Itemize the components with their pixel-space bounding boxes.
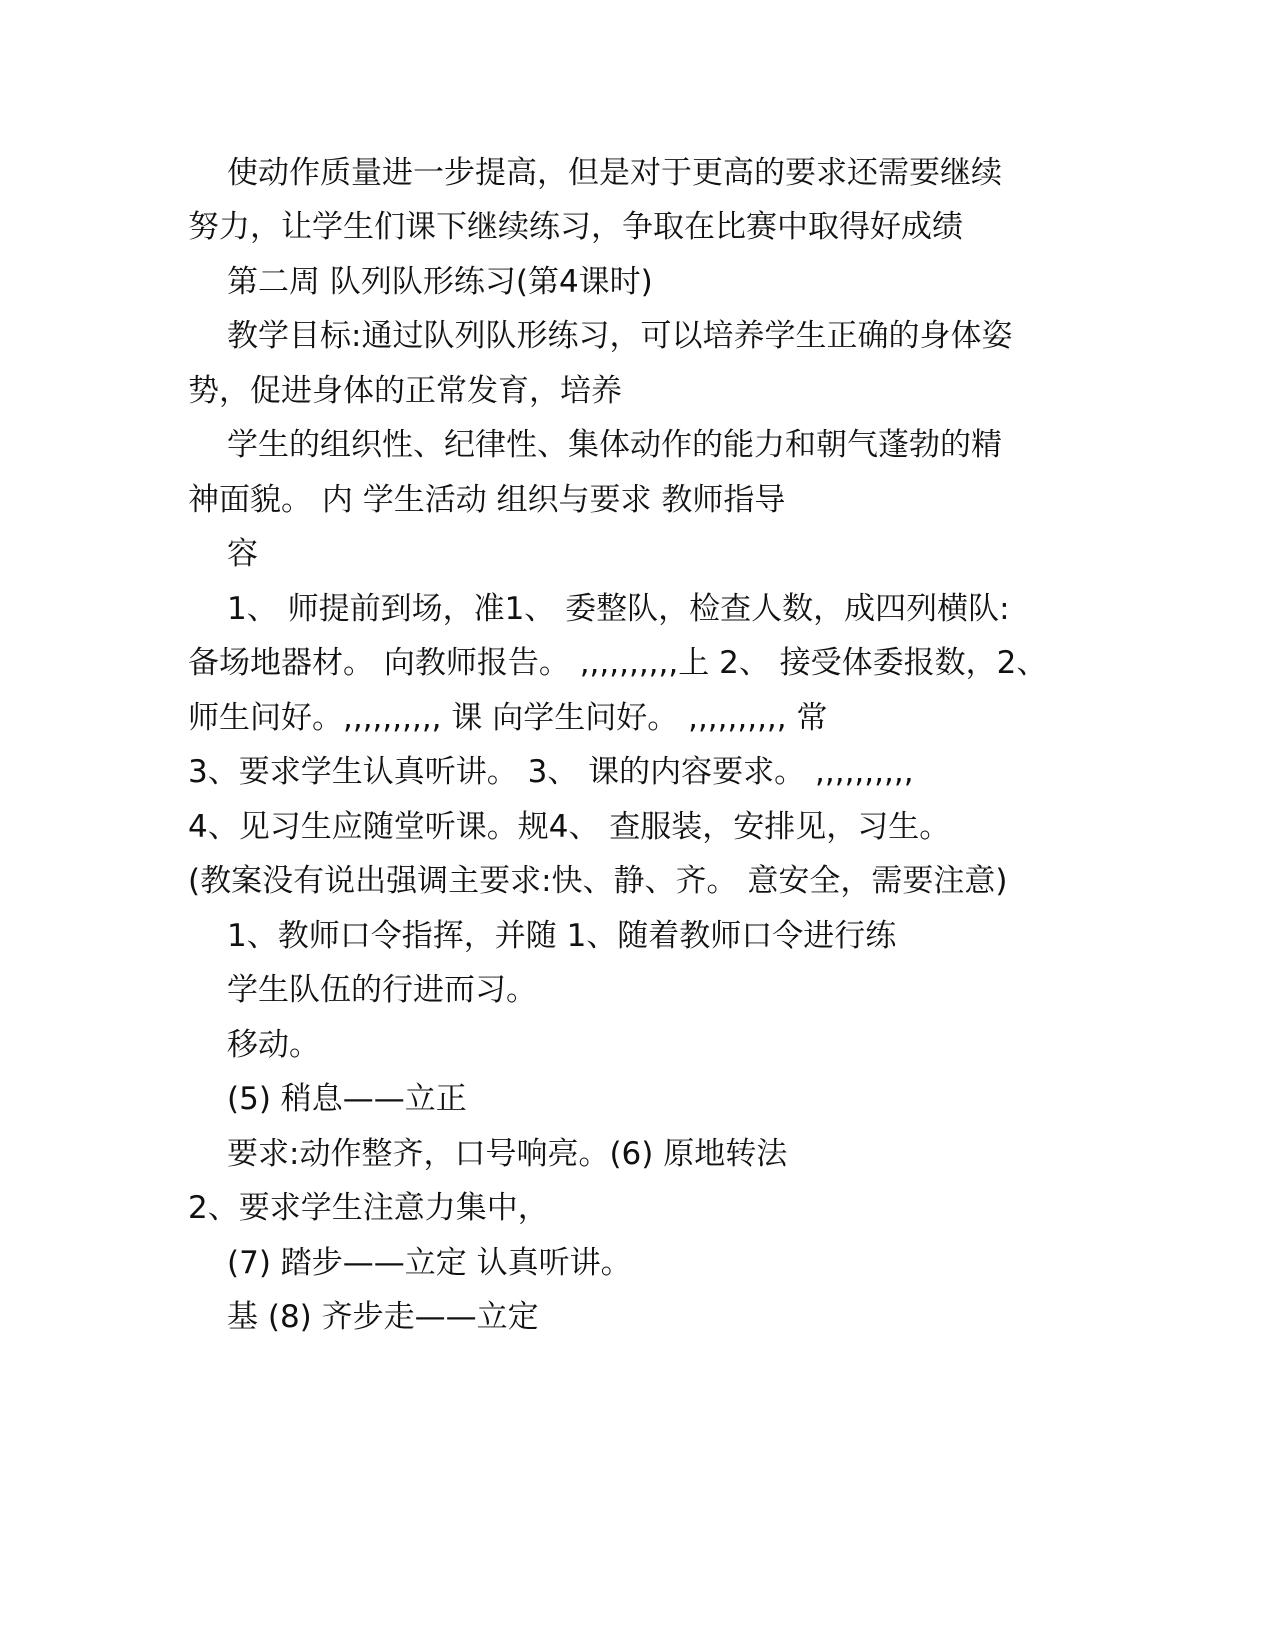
text-line: 3、要求学生认真听讲。 3、 课的内容要求。 ,,,,,,,,,, [188,754,914,790]
text-line: 使动作质量进一步提高，但是对于更高的要求还需要继续 [227,155,1002,191]
text-line: 教学目标:通过队列队形练习，可以培养学生正确的身体姿 [227,318,1013,354]
text-line: 学生队伍的行进而习。 [227,972,537,1008]
text-line: 势，促进身体的正常发育，培养 [188,373,622,409]
section-heading: 第二周 队列队形练习(第4课时) [227,264,653,300]
text-line: (5) 稍息——立正 [227,1081,467,1117]
text-line: 移动。 [227,1027,320,1063]
text-line: (教案没有说出强调主要求:快、静、齐。 意安全，需要注意) [188,863,1008,899]
text-line: 1、教师口令指挥，并随 1、随着教师口令进行练 [227,918,897,954]
text-line: 学生的组织性、纪律性、集体动作的能力和朝气蓬勃的精 [227,427,1002,463]
text-line: 备场地器材。 向教师报告。 ,,,,,,,,,,上 2、 接受体委报数，2、 [188,645,1048,681]
text-line: 师生问好。,,,,,,,,,, 课 向学生问好。 ,,,,,,,,,, 常 [188,700,828,736]
text-line: 要求:动作整齐，口号响亮。(6) 原地转法 [227,1136,788,1172]
text-line: 2、要求学生注意力集中， [188,1190,549,1226]
text-line: 努力，让学生们课下继续练习，争取在比赛中取得好成绩 [188,209,963,245]
text-line: 4、见习生应随堂听课。规4、 查服装，安排见，习生。 [188,809,951,845]
text-line: 基 (8) 齐步走——立定 [227,1299,539,1335]
text-line: 神面貌。 内 学生活动 组织与要求 教师指导 [188,482,786,518]
text-line: 容 [227,536,258,572]
text-line: 1、 师提前到场，准1、 委整队，检查人数，成四列横队: [227,591,1010,627]
text-line: (7) 踏步——立定 认真听讲。 [227,1245,632,1281]
